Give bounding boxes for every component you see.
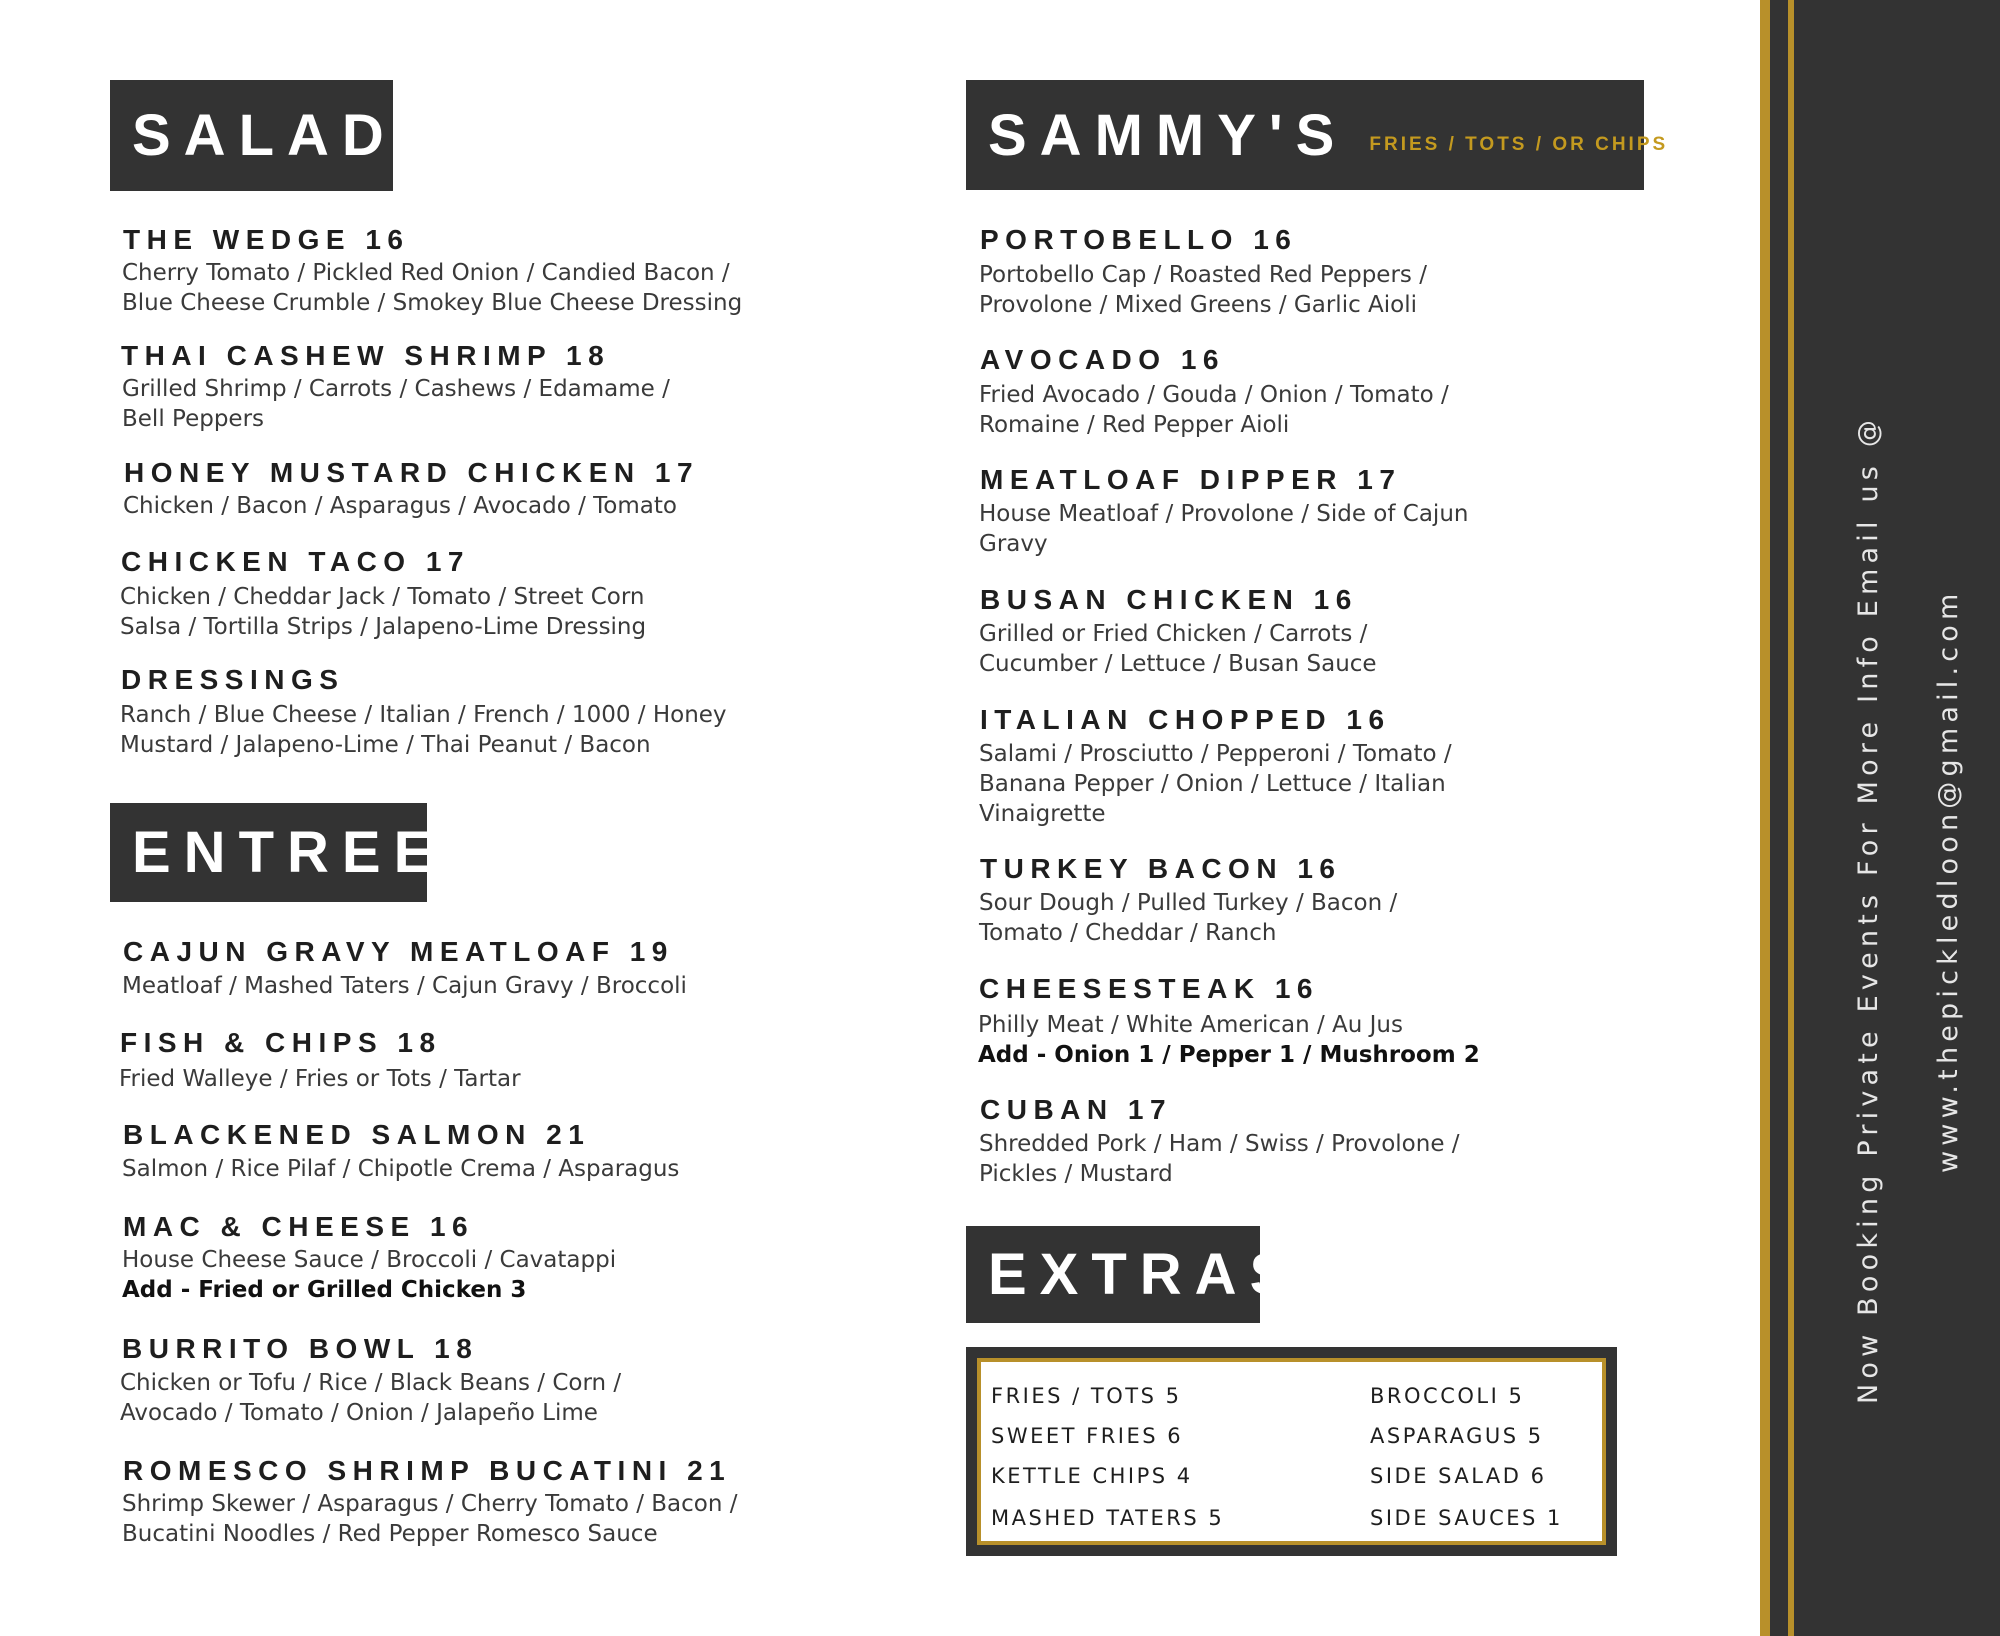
sidebar-inner-stripe (1788, 0, 1794, 1636)
desc-line: Chicken / Cheddar Jack / Tomato / Street Corn (120, 584, 645, 610)
menu-item-desc (122, 258, 742, 318)
menu-item-title: CAJUN GRAVY MEATLOAF 19 (123, 936, 674, 967)
extras-item: ASPARAGUS 5 (1370, 1424, 1544, 1448)
extras-item: BROCCOLI 5 (1370, 1384, 1525, 1408)
desc-line: Tomato / Cheddar / Ranch (979, 920, 1277, 946)
extras-item: SWEET FRIES 6 (991, 1424, 1184, 1448)
sammys-header (966, 80, 1669, 190)
menu-item-title: AVOCADO 16 (980, 344, 1225, 375)
extras-header (966, 1226, 1302, 1323)
menu-item-title: DRESSINGS (121, 664, 345, 695)
desc-line: Sour Dough / Pulled Turkey / Bacon / (979, 890, 1398, 916)
menu-item-title: PORTOBELLO 16 (980, 224, 1298, 255)
extras-box (966, 1347, 1617, 1556)
menu-item-title: THE WEDGE 16 (123, 224, 410, 255)
desc-line: Avocado / Tomato / Onion / Jalapeño Lime (120, 1400, 598, 1426)
desc-line: Portobello Cap / Roasted Red Peppers / (979, 262, 1427, 288)
desc-line: House Cheese Sauce / Broccoli / Cavatappi (122, 1247, 617, 1273)
menu-item-desc (122, 971, 687, 1001)
menu-item-title: HONEY MUSTARD CHICKEN 17 (124, 457, 700, 488)
sammys-subtitle: FRIES / TOTS / OR CHIPS (1369, 134, 1669, 155)
desc-line: Fried Avocado / Gouda / Onion / Tomato / (979, 382, 1449, 408)
menu-item-title: BURRITO BOWL 18 (122, 1333, 479, 1364)
desc-line: Provolone / Mixed Greens / Garlic Aioli (979, 292, 1418, 318)
desc-line: Salmon / Rice Pilaf / Chipotle Crema / Asparagus (122, 1156, 680, 1182)
menu-item-title: CHEESESTEAK 16 (979, 973, 1319, 1004)
desc-line: Shredded Pork / Ham / Swiss / Provolone / (979, 1131, 1460, 1157)
extras-item: SIDE SALAD 6 (1370, 1464, 1547, 1488)
menu-item-title: CHICKEN TACO 17 (121, 546, 471, 577)
desc-line: Bell Peppers (122, 406, 265, 432)
sidebar-panel (1770, 0, 2000, 1636)
menu-item-desc (122, 1154, 679, 1184)
entrees-header (110, 803, 497, 902)
extras-title: EXTRAS (988, 1242, 1302, 1307)
extras-item: KETTLE CHIPS 4 (991, 1464, 1193, 1488)
menu-item-desc (120, 1368, 621, 1428)
menu-item-desc (979, 619, 1377, 679)
desc-line: Grilled Shrimp / Carrots / Cashews / Edamame / (122, 376, 670, 402)
menu-item-title: TURKEY BACON 16 (980, 853, 1342, 884)
salads-header (110, 80, 449, 191)
menu-item-desc (979, 888, 1397, 948)
menu-item-desc (122, 1489, 738, 1549)
desc-line: Bucatini Noodles / Red Pepper Romesco Sauce (122, 1521, 658, 1547)
menu-item-desc (122, 1245, 616, 1305)
extras-item: MASHED TATERS 5 (991, 1506, 1225, 1530)
desc-line: Gravy (979, 531, 1048, 557)
menu-item-desc (979, 739, 1452, 829)
menu-item-desc (123, 491, 677, 521)
menu-item-title: BUSAN CHICKEN 16 (980, 584, 1358, 615)
menu-item-desc (122, 374, 670, 434)
entrees-title: ENTREES (132, 820, 497, 885)
desc-line: Salsa / Tortilla Strips / Jalapeno-Lime Dressing (120, 614, 647, 640)
menu-item-desc (979, 1129, 1460, 1189)
desc-line: Grilled or Fried Chicken / Carrots / (979, 621, 1368, 647)
menu-item-title: ROMESCO SHRIMP BUCATINI 21 (123, 1455, 732, 1486)
menu-item-title: MAC & CHEESE 16 (123, 1211, 475, 1242)
desc-line: Fried Walleye / Fries or Tots / Tartar (119, 1066, 521, 1092)
menu-item-desc (979, 260, 1427, 320)
desc-line: Ranch / Blue Cheese / Italian / French / 1000 / Honey (120, 702, 727, 728)
extras-item: FRIES / TOTS 5 (991, 1384, 1182, 1408)
desc-line: House Meatloaf / Provolone / Side of Cajun (979, 501, 1469, 527)
desc-line: Blue Cheese Crumble / Smokey Blue Cheese Dressing (122, 290, 743, 316)
sammys-title: SAMMY'S (988, 102, 1348, 168)
add-on-line: Add - Onion 1 / Pepper 1 / Mushroom 2 (978, 1042, 1480, 1068)
desc-line: Vinaigrette (979, 801, 1106, 827)
menu-item-desc (979, 499, 1468, 559)
extras-item: SIDE SAUCES 1 (1370, 1506, 1563, 1530)
menu-item-desc (979, 380, 1449, 440)
desc-line: Banana Pepper / Onion / Lettuce / Italian (979, 771, 1446, 797)
sidebar-booking-text: Now Booking Private Events For More Info Email us @ (1853, 414, 1884, 1404)
desc-line: Cherry Tomato / Pickled Red Onion / Candied Bacon / (122, 260, 730, 286)
desc-line: Mustard / Jalapeno-Lime / Thai Peanut / Bacon (120, 732, 651, 758)
add-on-line: Add - Fried or Grilled Chicken 3 (122, 1277, 527, 1303)
desc-line: Salami / Prosciutto / Pepperoni / Tomato / (979, 741, 1452, 767)
menu-item-desc (120, 700, 727, 760)
desc-line: Philly Meat / White American / Au Jus (978, 1012, 1403, 1038)
sidebar-gold-stripe (1760, 0, 1770, 1636)
desc-line: Shrimp Skewer / Asparagus / Cherry Tomato / Bacon / (122, 1491, 738, 1517)
desc-line: Chicken / Bacon / Asparagus / Avocado / Tomato (123, 493, 677, 519)
menu-item-desc (120, 582, 646, 642)
menu-item-title: BLACKENED SALMON 21 (123, 1119, 591, 1150)
sidebar-website-text: www.thepickledloon@gmail.com (1933, 588, 1964, 1173)
desc-line: Pickles / Mustard (979, 1161, 1173, 1187)
menu-item-title: FISH & CHIPS 18 (120, 1027, 442, 1058)
desc-line: Cucumber / Lettuce / Busan Sauce (979, 651, 1377, 677)
menu-item-title: ITALIAN CHOPPED 16 (980, 704, 1391, 735)
desc-line: Chicken or Tofu / Rice / Black Beans / Corn / (120, 1370, 622, 1396)
salads-title: SALADS (132, 103, 449, 168)
menu-item-title: MEATLOAF DIPPER 17 (980, 464, 1402, 495)
menu-item-title: CUBAN 17 (980, 1094, 1173, 1125)
menu-item-desc (119, 1064, 521, 1094)
desc-line: Meatloaf / Mashed Taters / Cajun Gravy / Broccoli (122, 973, 687, 999)
extras-inner-panel (977, 1358, 1606, 1545)
desc-line: Romaine / Red Pepper Aioli (979, 412, 1290, 438)
menu-item-title: THAI CASHEW SHRIMP 18 (121, 340, 611, 371)
menu-item-desc (978, 1010, 1480, 1070)
